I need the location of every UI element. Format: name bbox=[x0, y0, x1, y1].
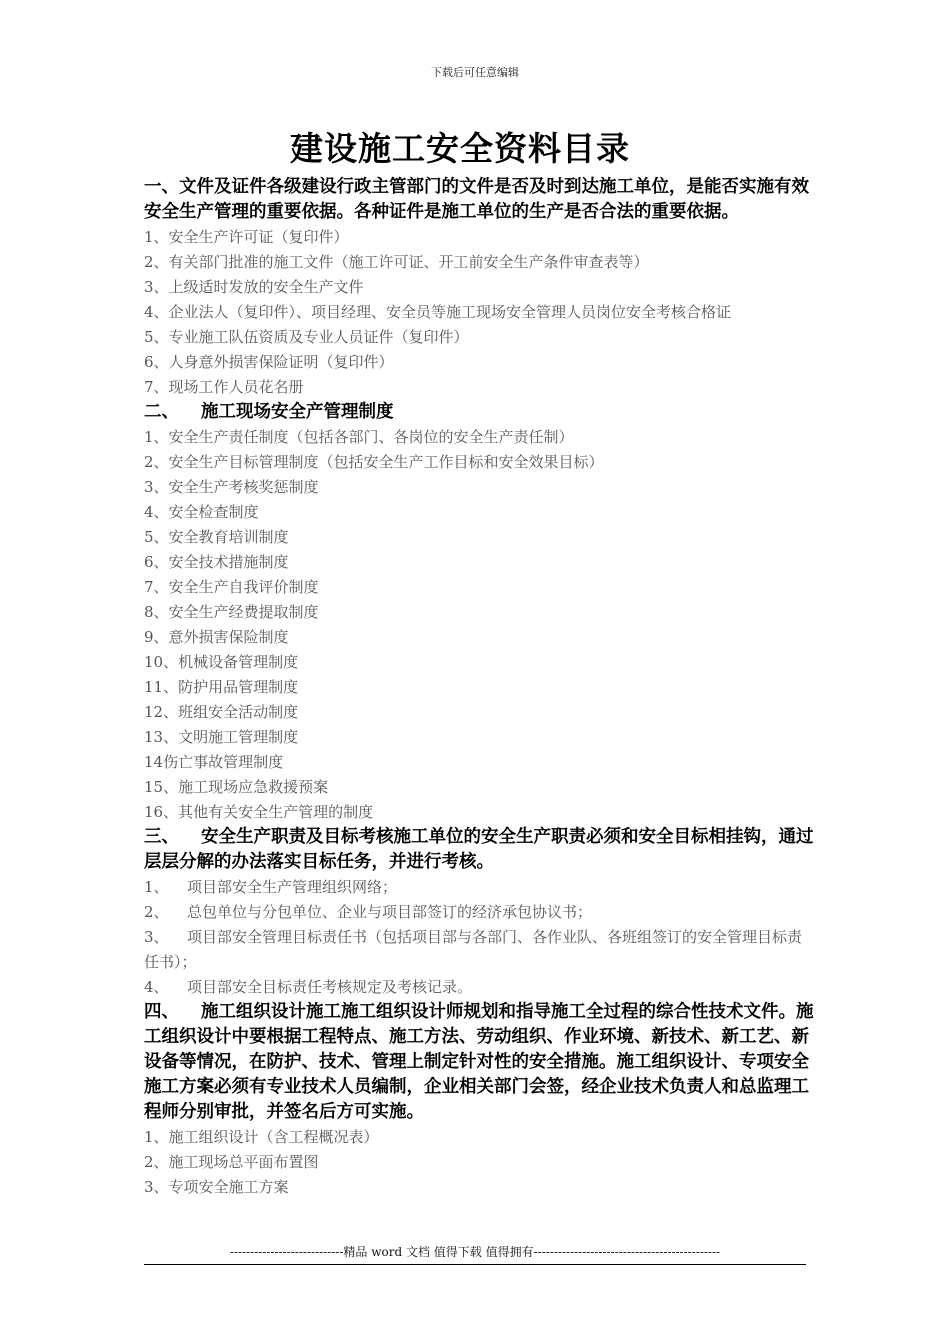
list-item: 7、现场工作人员花名册 bbox=[144, 378, 304, 396]
list-item: 1、 项目部安全生产管理组织网络； bbox=[144, 878, 398, 896]
document-body bbox=[144, 175, 814, 1200]
list-item: 1、安全生产许可证（复印件） bbox=[144, 228, 349, 246]
list-item: 8、安全生产经费提取制度 bbox=[144, 603, 319, 621]
list-item: 3、安全生产考核奖惩制度 bbox=[144, 478, 319, 496]
page-header: 下载后可任意编辑 bbox=[431, 66, 519, 79]
list-item: 6、安全技术措施制度 bbox=[144, 553, 289, 571]
list-item: 10、机械设备管理制度 bbox=[144, 653, 299, 671]
section-number: 二、 bbox=[144, 402, 179, 422]
section-number: 三、 bbox=[144, 827, 179, 847]
list-item: 16、其他有关安全生产管理的制度 bbox=[144, 803, 374, 821]
list-item: 9、意外损害保险制度 bbox=[144, 628, 289, 646]
list-item: 14伤亡事故管理制度 bbox=[144, 753, 284, 771]
section-text: 文件及证件各级建设行政主管部门的文件是否及时到达施工单位，是能否实施有效安全生产管理的重要依据。各种证件是施工单位的生产是否合法的重要依据。 bbox=[144, 177, 809, 222]
list-item: 5、专业施工队伍资质及专业人员证件（复印件） bbox=[144, 328, 469, 346]
list-item: 3、 项目部安全管理目标责任书（包括项目部与各部门、各作业队、各班组签订的安全管理目标责任书）； bbox=[144, 928, 803, 971]
list-item: 2、有关部门批准的施工文件（施工许可证、开工前安全生产条件审查表等） bbox=[144, 253, 649, 271]
list-item: 4、企业法人（复印件）、项目经理、安全员等施工现场安全管理人员岗位安全考核合格证 bbox=[144, 303, 732, 321]
section-number: 一、 bbox=[144, 177, 179, 197]
section-heading-1 bbox=[144, 175, 814, 225]
list-item: 12、班组安全活动制度 bbox=[144, 703, 299, 721]
list-item: 3、专项安全施工方案 bbox=[144, 1178, 289, 1196]
list-item: 2、安全生产目标管理制度（包括安全生产工作目标和安全效果目标） bbox=[144, 453, 604, 471]
list-item: 2、 总包单位与分包单位、企业与项目部签订的经济承包协议书； bbox=[144, 903, 593, 921]
list-item: 11、防护用品管理制度 bbox=[144, 678, 299, 696]
list-item: 3、上级适时发放的安全生产文件 bbox=[144, 278, 364, 296]
page-footer: ----------------------------精品 word 文档 值得下载 值得拥有---------------------------------------------- bbox=[229, 1245, 721, 1259]
list-item: 15、施工现场应急救援预案 bbox=[144, 778, 329, 796]
list-item: 4、安全检查制度 bbox=[144, 503, 259, 521]
section-number: 四、 bbox=[144, 1002, 179, 1022]
footer-divider bbox=[144, 1264, 806, 1265]
list-item: 13、文明施工管理制度 bbox=[144, 728, 299, 746]
section-text: 安全生产职责及目标考核施工单位的安全生产职责必须和安全目标相挂钩，通过层层分解的办法落实目标任务，并进行考核。 bbox=[144, 827, 814, 872]
list-item: 7、安全生产自我评价制度 bbox=[144, 578, 319, 596]
section-text: 施工组织设计施工施工组织设计师规划和指导施工全过程的综合性技术文件。施工组织设计中要根据工程特点、施工方法、劳动组织、作业环境、新技术、新工艺、新设备等情况，在防护、技术、管理上制定针对性的安全措施。施工组织设计、专项安全施工方案必须有专业技术人员编制，企业相关部门会签，经企业技术负责人和总监理工程师分别审批，并签名后方可实施。 bbox=[144, 1002, 814, 1122]
list-item: 1、施工组织设计（含工程概况表） bbox=[144, 1128, 379, 1146]
list-item: 5、安全教育培训制度 bbox=[144, 528, 289, 546]
section-heading-3 bbox=[144, 825, 814, 875]
section-heading-2 bbox=[144, 400, 814, 425]
document-title: 建设施工安全资料目录 bbox=[290, 129, 630, 168]
list-item: 2、施工现场总平面布置图 bbox=[144, 1153, 319, 1171]
list-item: 1、安全生产责任制度（包括各部门、各岗位的安全生产责任制） bbox=[144, 428, 574, 446]
section-heading-4 bbox=[144, 1000, 814, 1125]
list-item: 6、人身意外损害保险证明（复印件） bbox=[144, 353, 394, 371]
list-item: 4、 项目部安全目标责任考核规定及考核记录。 bbox=[144, 978, 473, 996]
section-text: 施工现场安全产管理制度 bbox=[201, 402, 394, 422]
